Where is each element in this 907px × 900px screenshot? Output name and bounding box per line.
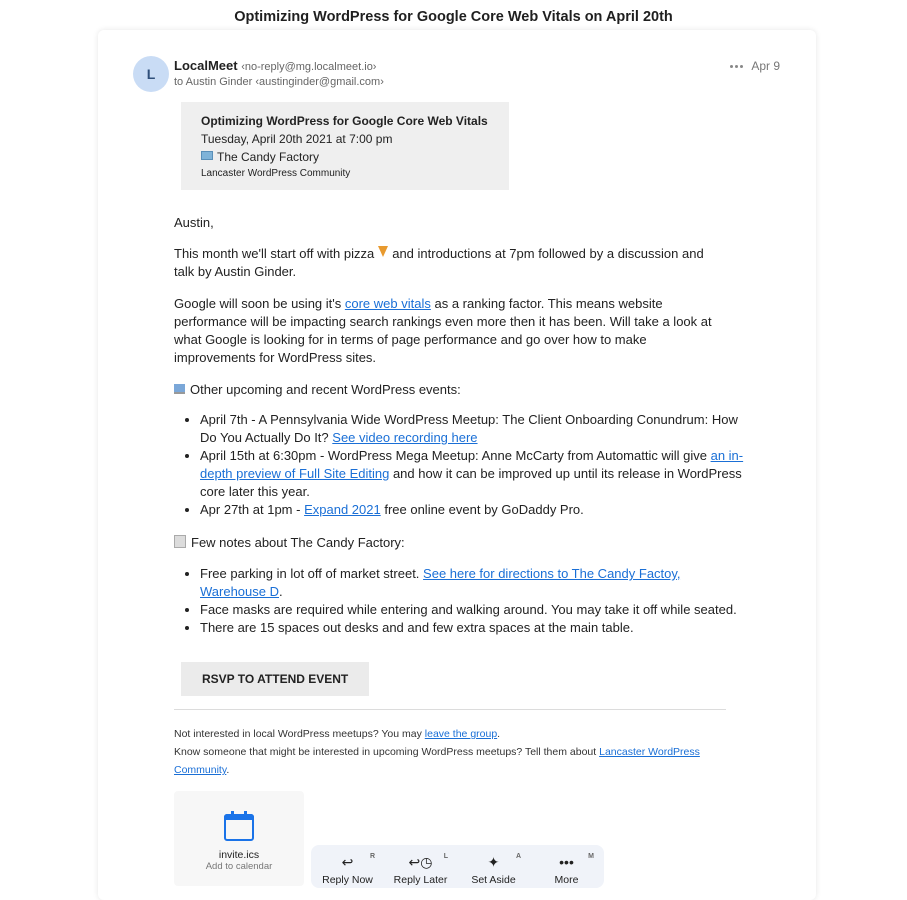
- avatar: L: [133, 56, 169, 92]
- list-item: • April 7th - A Pennsylvania Wide WordPress Meetup: The Client Onboarding Conundrum: How Do You Actually Do It? See video recording here: [200, 411, 745, 447]
- attachment-name: invite.ics: [218, 849, 260, 861]
- shortcut-key: M: [588, 853, 594, 860]
- shortcut-key: L: [443, 853, 448, 860]
- map-icon: [201, 151, 213, 160]
- notepad-icon: [174, 535, 186, 548]
- notes-list: [174, 565, 745, 637]
- notes-heading: Few notes about The Candy Factory:: [174, 534, 724, 552]
- more-icon: •••: [559, 854, 574, 870]
- expand-2021-link[interactable]: Expand 2021: [304, 502, 381, 517]
- list-item: • There are 15 spaces out desks and and few extra spaces at the main table.: [200, 619, 745, 637]
- message-date: Apr 9: [751, 59, 780, 73]
- list-item: • Face masks are required while entering and walking around. You may take it off while seated.: [200, 601, 745, 619]
- list-item: • Free parking in lot off of market street. See here for directions to The Candy Factoy, Warehouse D.: [200, 565, 745, 601]
- message-meta: [730, 59, 780, 73]
- reply-now-button[interactable]: ↩ Reply Now R: [311, 845, 384, 888]
- reply-later-button[interactable]: ↩◷ Reply Later L: [384, 845, 457, 888]
- event-title: Optimizing WordPress for Google Core Web Vitals: [201, 114, 488, 128]
- footer-line-leave: Not interested in local WordPress meetups? You may leave the group.: [174, 728, 501, 740]
- calendar-icon: [224, 811, 254, 839]
- set-aside-button[interactable]: ✦ Set Aside A: [457, 845, 530, 888]
- event-organizer: Lancaster WordPress Community: [201, 168, 351, 179]
- events-heading: Other upcoming and recent WordPress events:: [174, 381, 724, 399]
- pin-icon: ✦: [487, 854, 500, 870]
- paragraph-intro: This month we'll start off with pizza and introductions at 7pm followed by a discussion and talk by Austin Ginder.: [174, 246, 704, 279]
- event-venue: The Candy Factory: [201, 148, 489, 166]
- page-title: Optimizing WordPress for Google Core Web Vitals on April 20th: [234, 9, 673, 25]
- core-web-vitals-link[interactable]: core web vitals: [344, 296, 431, 311]
- action-toolbar: [311, 845, 604, 888]
- events-list: [174, 411, 745, 519]
- pizza-icon: [378, 246, 388, 257]
- shortcut-key: A: [515, 853, 521, 860]
- paragraph-topic: Google will soon be using it's core web vitals as a ranking factor. This means website performance will be impacting search rankings even more then it has been. Will take a look at what Google is looking for in terms of page performance and go over how to make improvements for WordPress sites.: [174, 296, 712, 365]
- leave-group-link[interactable]: leave the group: [424, 728, 498, 740]
- laptop-icon: [174, 384, 185, 394]
- shortcut-key: R: [369, 853, 375, 860]
- sender-email: ‹no-reply@mg.localmeet.io›: [241, 61, 377, 73]
- footer-line-share: Know someone that might be interested in upcoming WordPress meetups? Tell them about Lancaster WordPress Community.: [174, 746, 700, 776]
- sender-name[interactable]: LocalMeet: [174, 58, 238, 73]
- list-item: • Apr 27th at 1pm - Expand 2021 free online event by GoDaddy Pro.: [200, 501, 745, 519]
- more-button[interactable]: ••• More M: [530, 845, 603, 888]
- community-link[interactable]: Lancaster WordPress Community: [174, 746, 700, 776]
- directions-link[interactable]: See here for directions to The Candy Factoy, Warehouse D: [200, 566, 681, 599]
- divider: [174, 709, 726, 710]
- event-datetime: Tuesday, April 20th 2021 at 7:00 pm: [201, 132, 393, 146]
- recipient-line: to Austin Ginder ‹austinginder@gmail.com›: [174, 76, 384, 88]
- event-summary-box: [181, 102, 509, 190]
- rsvp-button[interactable]: RSVP TO ATTEND EVENT: [181, 662, 369, 696]
- email-footer: [174, 725, 729, 779]
- more-options-icon[interactable]: [730, 65, 743, 68]
- greeting: Austin,: [174, 215, 214, 230]
- sender-line: [174, 58, 376, 73]
- attachment-action: Add to calendar: [205, 861, 273, 872]
- reply-later-icon: ↩◷: [408, 854, 433, 870]
- reply-icon: ↩: [341, 854, 354, 870]
- fse-preview-link[interactable]: an in-depth preview of Full Site Editing: [200, 448, 744, 481]
- list-item: • April 15th at 6:30pm - WordPress Mega Meetup: Anne McCarty from Automattic will give an in-depth preview of Full Site Editing and how it can be improved up until its release in WordPress core later this year.: [200, 447, 745, 501]
- attachment-invite[interactable]: [174, 791, 304, 886]
- video-recording-link[interactable]: See video recording here: [332, 430, 478, 445]
